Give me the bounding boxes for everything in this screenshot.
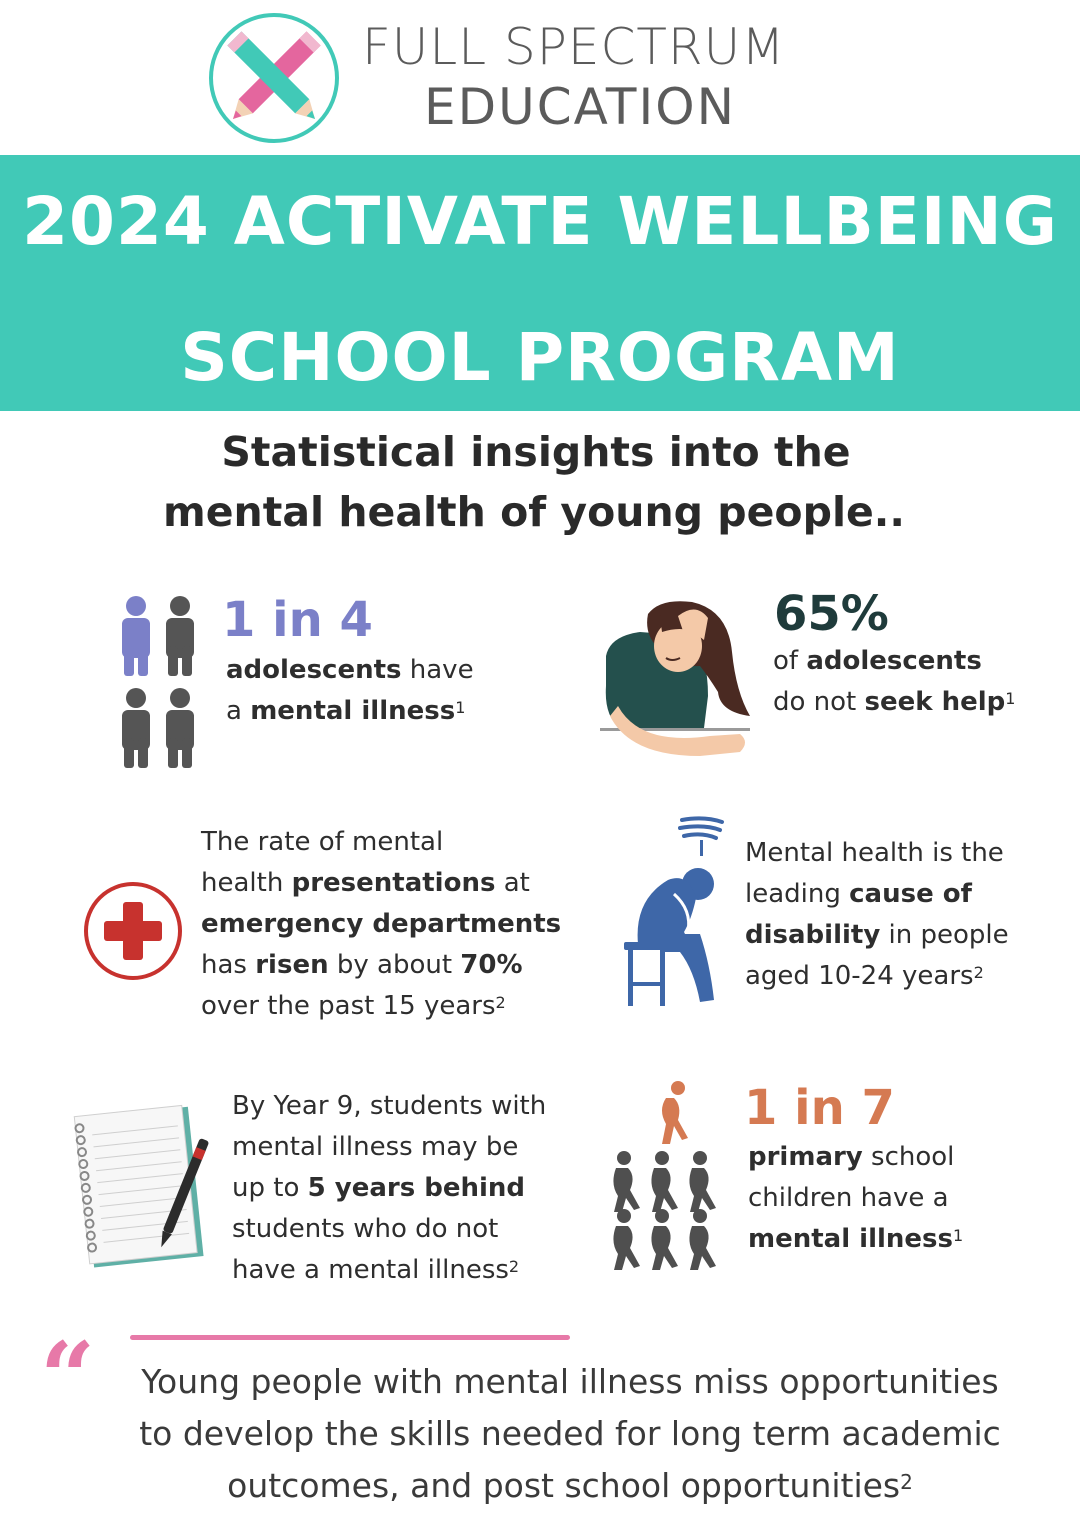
text: mental illness may be (232, 1132, 519, 1162)
title-banner (0, 155, 1080, 411)
stat-one-in-four-headline: 1 in 4 (222, 592, 373, 648)
text: of (773, 646, 807, 676)
bold-text: 70% (460, 950, 523, 980)
footnote-ref: 2 (973, 963, 984, 982)
quote-text (120, 1356, 1020, 1512)
distressed-person-icon (600, 596, 756, 762)
text: have a mental illness (232, 1255, 509, 1285)
text: do not (773, 687, 865, 717)
text: a (226, 696, 251, 726)
text: over the past 15 years (201, 991, 496, 1021)
footnote-ref: 1 (455, 698, 466, 717)
bold-text: mental illness (250, 696, 456, 726)
text: Mental health is the (745, 838, 1004, 868)
text: By Year 9, students with (232, 1091, 547, 1121)
bold-text: adolescents (806, 646, 982, 676)
bold-text: disability (745, 920, 881, 950)
stat-sixty-five-headline: 65% (774, 586, 889, 642)
logo-pencils-icon (208, 12, 340, 144)
text: in people (880, 920, 1009, 950)
text: aged 10-24 years (745, 961, 974, 991)
medical-cross-icon (82, 880, 184, 982)
quote-line2: to develop the skills needed for long term academic (139, 1414, 1001, 1453)
quote-divider (130, 1335, 570, 1340)
bold-text: presentations (291, 868, 496, 898)
stat-emergency-text (201, 822, 561, 1027)
bold-text: emergency departments (201, 909, 562, 939)
bold-text: risen (255, 950, 329, 980)
brand-name-line1: FULL SPECTRUM (362, 18, 786, 76)
text: at (495, 868, 530, 898)
text: children have a (748, 1183, 949, 1213)
text: students who do not (232, 1214, 499, 1244)
text: leading (745, 879, 850, 909)
footnote-ref: 1 (1005, 689, 1016, 708)
text: have (401, 655, 474, 685)
brand-name-line2: EDUCATION (424, 78, 736, 136)
subtitle-line2: mental health of young people.. (163, 488, 905, 536)
text: up to (232, 1173, 308, 1203)
banner-title-line2: SCHOOL PROGRAM (180, 319, 900, 396)
stat-one-in-four-text (226, 650, 474, 732)
quote-line1: Young people with mental illness miss opportunities (141, 1362, 999, 1401)
bold-text: mental illness (748, 1224, 954, 1254)
footnote-ref: 1 (953, 1226, 964, 1245)
subtitle-line1: Statistical insights into the (221, 428, 851, 476)
text: school (862, 1142, 955, 1172)
people-icon (116, 596, 200, 770)
quote-mark-icon: “ (40, 1321, 96, 1434)
notebook-icon (72, 1102, 212, 1272)
bold-text: adolescents (226, 655, 402, 685)
stat-sixty-five-text (773, 641, 1015, 723)
text: health (201, 868, 292, 898)
stat-one-in-seven-headline: 1 in 7 (744, 1080, 895, 1136)
crowd-icon (608, 1080, 724, 1272)
stat-year-nine-text (232, 1086, 546, 1291)
footnote-ref: 2 (900, 1470, 913, 1494)
stat-disability-text (745, 833, 1009, 997)
bold-text: cause of (849, 879, 972, 909)
bold-text: primary (748, 1142, 863, 1172)
bold-text: 5 years behind (307, 1173, 526, 1203)
footnote-ref: 2 (508, 1257, 520, 1276)
text: The rate of mental (201, 827, 444, 857)
text: by about (328, 950, 461, 980)
text: has (201, 950, 256, 980)
stressed-person-icon (614, 814, 726, 1010)
stat-one-in-seven-text (748, 1137, 963, 1260)
footnote-ref: 2 (495, 993, 506, 1012)
quote-line3: outcomes, and post school opportunities (227, 1466, 901, 1505)
bold-text: seek help (864, 687, 1006, 717)
banner-title-line1: 2024 ACTIVATE WELLBEING (22, 183, 1058, 260)
